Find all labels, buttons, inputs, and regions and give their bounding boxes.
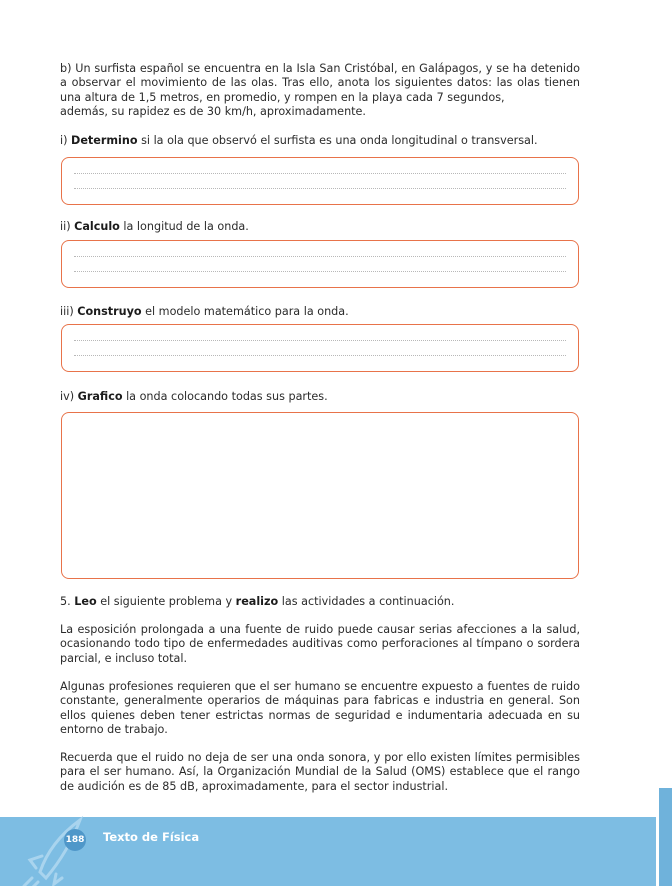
- item-5-heading: [60, 595, 580, 609]
- answer-line: [74, 271, 566, 272]
- graph-drawing-box[interactable]: [61, 412, 579, 579]
- footer-edge-tab: [656, 788, 672, 886]
- item-5-text: las actividades a continuación.: [278, 595, 455, 608]
- question-ii-text: la longitud de la onda.: [119, 220, 249, 233]
- question-iv-verb: Grafico: [77, 390, 123, 403]
- item-5-verb-realizo: realizo: [235, 595, 279, 608]
- answer-line: [74, 173, 566, 174]
- answer-line: [74, 188, 566, 189]
- question-iii-text: el modelo matemático para la onda.: [141, 305, 349, 318]
- footer-book-title: Texto de Física: [103, 830, 200, 844]
- question-ii-prefix: ii): [60, 220, 75, 233]
- answer-box-i[interactable]: [61, 157, 579, 205]
- question-i: [60, 134, 580, 148]
- answer-line: [74, 355, 566, 356]
- question-i-verb: Determino: [71, 134, 138, 147]
- question-i-prefix: i): [60, 134, 72, 147]
- answer-line: [74, 340, 566, 341]
- question-ii-verb: Calculo: [74, 220, 120, 233]
- paragraph-oms-limits: Recuerda que el ruido no deja de ser una onda sonora, y por ello existen límites permisibles para el ser humano. Así, la Organización Mundial de la Salud (OMS) establece que el rango de audición es de 85 dB, aproximadamente, para el sector industrial.: [60, 751, 580, 793]
- question-iv-text: la onda colocando todas sus partes.: [122, 390, 328, 403]
- question-ii: [60, 220, 580, 234]
- paragraph-professions: Algunas profesiones requieren que el ser humano se encuentre expuesto a fuentes de ruido constante, generalmente operarios de máquinas para fabricas e industria en general. Son ellos quienes deben tener estrictas normas de seguridad e indumentaria adecuada en su entorno de trabajo.: [60, 680, 580, 737]
- section-b-paragraph: [60, 62, 580, 120]
- question-iii-verb: Construyo: [77, 305, 142, 318]
- paragraph-noise-exposure: La esposición prolongada a una fuente de ruido puede causar serias afecciones a la salud, ocasionando todo tipo de enfermedades auditivas como perforaciones al tímpano o sordera parcial, e incluso total.: [60, 623, 580, 665]
- question-iii: [60, 305, 580, 319]
- question-i-text: si la ola que observó el surfista es una onda longitudinal o transversal.: [137, 134, 538, 147]
- answer-line: [74, 256, 566, 257]
- item-5-prefix: 5.: [60, 595, 75, 608]
- page-number-badge: 188: [64, 829, 86, 851]
- footer-band: [0, 817, 672, 886]
- answer-box-iii[interactable]: [61, 324, 579, 372]
- section-b-text: b) Un surfista español se encuentra en la Isla San Cristóbal, en Galápagos, y se ha detenido a observar el movimiento de las olas. Tras ello, anota los siguientes datos: las olas tienen una altura de 1,5 metros, en promedio, y rompen en la playa cada 7 segundos,: [60, 62, 580, 104]
- item-5-verb-leo: Leo: [74, 595, 97, 608]
- question-iv: [60, 390, 580, 404]
- section-b-text-line2: además, su rapidez es de 30 km/h, aproximadamente.: [60, 105, 366, 119]
- question-iii-prefix: iii): [60, 305, 78, 318]
- item-5-middle: el siguiente problema y: [96, 595, 236, 608]
- question-iv-prefix: iv): [60, 390, 78, 403]
- answer-box-ii[interactable]: [61, 240, 579, 288]
